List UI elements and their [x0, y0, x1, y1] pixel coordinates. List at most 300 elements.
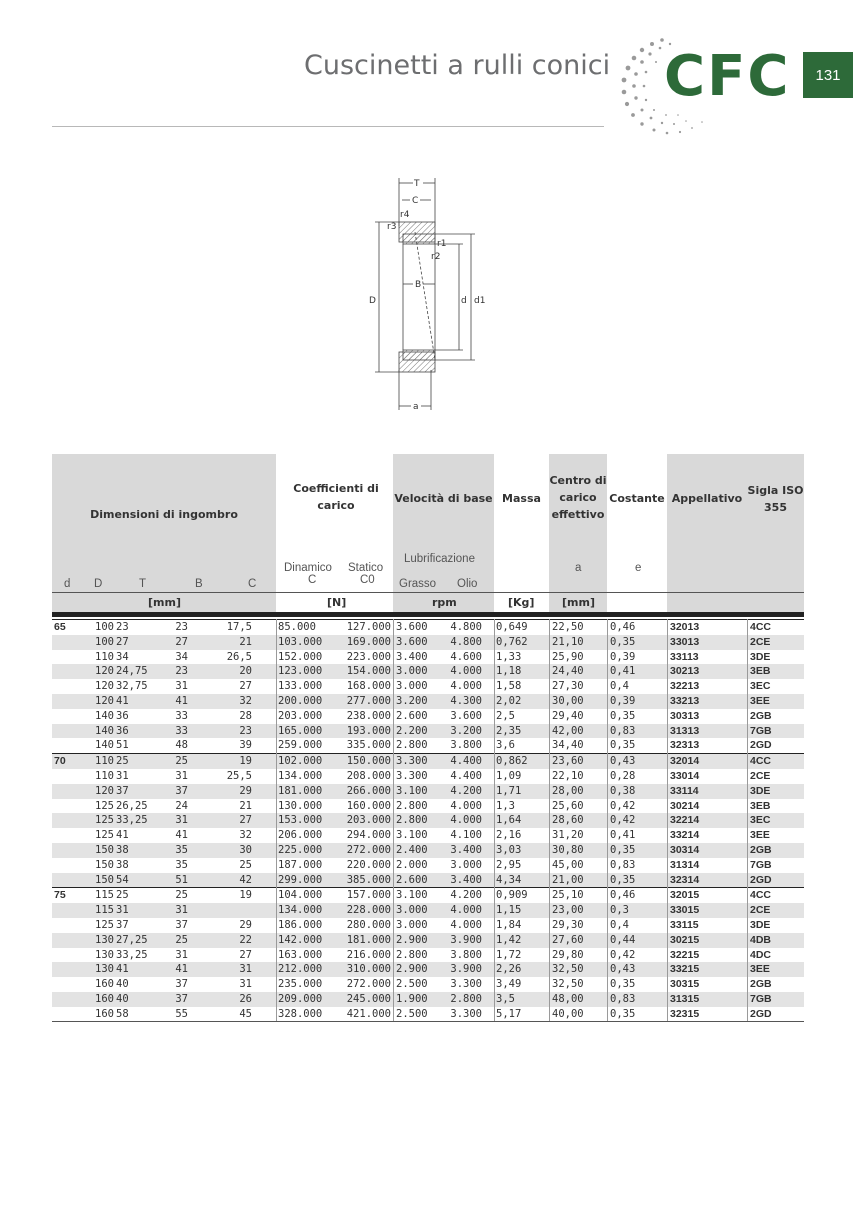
cell-m: 0,762	[496, 635, 528, 648]
cell-a: 22,10	[552, 769, 584, 782]
cell-B: 31	[175, 904, 188, 917]
cell-iso: 2CE	[750, 904, 771, 917]
cell-a: 25,90	[552, 650, 584, 663]
cell-app: 32213	[670, 680, 700, 693]
cell-g: 2.600	[396, 873, 428, 886]
cell-iso: 2GD	[750, 739, 772, 752]
cell-D: 125	[95, 799, 114, 812]
cell-C: 29	[239, 918, 252, 931]
cell-g: 3.100	[396, 889, 428, 902]
cell-B: 51	[175, 873, 188, 886]
cell-D: 130	[95, 948, 114, 961]
cell-app: 32013	[670, 621, 700, 633]
cell-T: 41	[116, 963, 129, 976]
cell-a: 29,80	[552, 948, 584, 961]
cell-o: 4.000	[450, 665, 482, 678]
cell-T: 34	[116, 650, 129, 663]
cell-C: 39	[239, 739, 252, 752]
cell-iso: 3EB	[750, 799, 771, 812]
cell-D: 100	[95, 621, 114, 633]
column-divider	[393, 619, 394, 1021]
cell-Cd: 235.000	[278, 978, 323, 991]
cell-Cs: 157.000	[346, 889, 391, 902]
cell-Cs: 223.000	[346, 650, 391, 663]
cell-g: 2.800	[396, 948, 428, 961]
cell-C: 42	[239, 873, 252, 886]
cell-Cd: 165.000	[278, 724, 323, 737]
cell-o: 4.300	[450, 694, 482, 707]
cell-Cs: 280.000	[346, 918, 391, 931]
cell-e: 0,35	[610, 635, 636, 648]
cell-e: 0,41	[610, 665, 636, 678]
cell-g: 1.900	[396, 992, 428, 1005]
cell-D: 160	[95, 992, 114, 1005]
cell-m: 1,15	[496, 904, 522, 917]
cell-g: 3.000	[396, 680, 428, 693]
cell-B: 48	[175, 739, 188, 752]
cell-C: 17,5	[226, 621, 252, 633]
cell-o: 3.300	[450, 1007, 482, 1020]
cell-m: 2,26	[496, 963, 522, 976]
cell-m: 1,58	[496, 680, 522, 693]
subheader-a: a	[575, 562, 582, 574]
cell-Cd: 163.000	[278, 948, 323, 961]
cell-C: 32	[239, 829, 252, 842]
subheader-d: d	[64, 578, 71, 590]
cell-a: 22,50	[552, 621, 584, 633]
subheader-dinamico-symbol: C	[308, 574, 317, 586]
cell-T: 51	[116, 739, 129, 752]
cell-C: 28	[239, 709, 252, 722]
cell-Cs: 160.000	[346, 799, 391, 812]
cell-Cs: 169.000	[346, 635, 391, 648]
cell-a: 27,30	[552, 680, 584, 693]
brand-logo	[612, 30, 802, 140]
cell-T: 40	[116, 992, 129, 1005]
cell-g: 2.800	[396, 814, 428, 827]
unit-kg: [Kg]	[508, 596, 535, 609]
cell-C: 45	[239, 1007, 252, 1020]
cell-iso: 2GD	[750, 1007, 772, 1020]
cell-m: 2,5	[496, 709, 515, 722]
cell-o: 4.000	[450, 680, 482, 693]
cell-iso: 7GB	[750, 858, 772, 871]
cell-D: 130	[95, 933, 114, 946]
cell-e: 0,4	[610, 918, 629, 931]
cell-T: 26,25	[116, 799, 148, 812]
cell-a: 45,00	[552, 858, 584, 871]
label-B: B	[415, 280, 422, 290]
cell-Cd: 209.000	[278, 992, 323, 1005]
cell-app: 33215	[670, 963, 700, 976]
cell-B: 23	[175, 621, 188, 633]
table-row	[52, 933, 804, 948]
cell-T: 23	[116, 621, 129, 633]
cell-Cs: 385.000	[346, 873, 391, 886]
cell-app: 33014	[670, 769, 700, 782]
cell-app: 33115	[670, 918, 699, 931]
cell-m: 3,49	[496, 978, 522, 991]
cell-Cd: 85.000	[278, 621, 316, 633]
table-row	[52, 650, 804, 665]
cell-m: 2,16	[496, 829, 522, 842]
cell-C: 23	[239, 724, 252, 737]
cell-d: 65	[54, 621, 66, 633]
cell-m: 1,18	[496, 665, 522, 678]
unit-N: [N]	[327, 596, 347, 609]
cell-T: 27,25	[116, 933, 148, 946]
table-row	[52, 918, 804, 933]
cell-T: 31	[116, 769, 129, 782]
cell-iso: 4DB	[750, 933, 772, 946]
cell-e: 0,42	[610, 948, 636, 961]
table-row	[52, 828, 804, 843]
cell-o: 3.800	[450, 739, 482, 752]
cell-iso: 2GB	[750, 709, 772, 722]
cell-C: 25,5	[226, 769, 252, 782]
cell-Cd: 299.000	[278, 873, 323, 886]
unit-mm: [mm]	[148, 596, 181, 609]
unit-mm-a: [mm]	[562, 596, 595, 609]
cell-app: 32313	[670, 739, 700, 752]
cell-app: 33113	[670, 650, 699, 663]
cell-m: 1,64	[496, 814, 522, 827]
cell-m: 0,909	[496, 889, 528, 902]
cell-T: 24,75	[116, 665, 148, 678]
cell-Cd: 152.000	[278, 650, 323, 663]
cell-o: 4.800	[450, 621, 482, 633]
cell-B: 55	[175, 1007, 188, 1020]
cell-a: 23,60	[552, 755, 584, 768]
cell-Cs: 127.000	[346, 621, 391, 633]
cell-o: 3.000	[450, 858, 482, 871]
cell-e: 0,44	[610, 933, 636, 946]
cell-app: 30313	[670, 709, 700, 722]
cell-B: 37	[175, 978, 188, 991]
cell-D: 115	[95, 904, 114, 917]
cell-app: 30314	[670, 843, 700, 856]
table-row	[52, 948, 804, 963]
header-velocita: Velocità di base	[394, 492, 493, 505]
cell-e: 0,83	[610, 992, 636, 1005]
cell-C: 31	[239, 978, 252, 991]
table-row	[52, 694, 804, 709]
cell-g: 3.100	[396, 829, 428, 842]
cell-g: 3.300	[396, 755, 428, 768]
cell-B: 33	[175, 724, 188, 737]
cell-Cs: 181.000	[346, 933, 391, 946]
table-row	[52, 813, 804, 828]
cell-iso: 2CE	[750, 769, 771, 782]
cell-iso: 4DC	[750, 948, 772, 961]
label-r4: r4	[400, 210, 410, 220]
cell-T: 58	[116, 1007, 129, 1020]
cell-Cd: 187.000	[278, 858, 323, 871]
header-bottom-bar	[52, 612, 804, 617]
cell-Cs: 421.000	[346, 1007, 391, 1020]
cell-Cd: 206.000	[278, 829, 323, 842]
subheader-statico-symbol: C0	[360, 574, 375, 586]
cell-C: 27	[239, 814, 252, 827]
cell-B: 25	[175, 889, 188, 902]
cell-D: 110	[95, 650, 114, 663]
cell-T: 25	[116, 755, 129, 768]
table-row	[52, 992, 804, 1007]
cell-T: 25	[116, 889, 129, 902]
cell-m: 2,02	[496, 694, 522, 707]
cell-Cs: 220.000	[346, 858, 391, 871]
cell-D: 125	[95, 918, 114, 931]
cell-D: 140	[95, 709, 114, 722]
cell-e: 0,41	[610, 829, 636, 842]
cell-Cs: 168.000	[346, 680, 391, 693]
cell-e: 0,35	[610, 739, 636, 752]
cell-e: 0,4	[610, 680, 629, 693]
cell-iso: 3DE	[750, 918, 771, 931]
cell-app: 32015	[670, 889, 700, 902]
cell-o: 3.400	[450, 873, 482, 886]
cell-m: 4,34	[496, 873, 522, 886]
cell-o: 3.800	[450, 948, 482, 961]
cell-e: 0,46	[610, 621, 636, 633]
cell-e: 0,46	[610, 889, 636, 902]
header-centro: Centro di carico effettivo	[549, 474, 607, 521]
cell-T: 54	[116, 873, 129, 886]
cell-a: 21,00	[552, 873, 584, 886]
column-divider	[494, 619, 495, 1021]
cell-Cs: 150.000	[346, 755, 391, 768]
cell-app: 32215	[670, 948, 700, 961]
table-row	[52, 784, 804, 799]
table-row	[52, 724, 804, 739]
cell-g: 2.000	[396, 858, 428, 871]
cell-Cd: 130.000	[278, 799, 323, 812]
cell-T: 32,75	[116, 680, 148, 693]
table-row	[52, 709, 804, 724]
cell-iso: 2CE	[750, 635, 771, 648]
cell-Cd: 203.000	[278, 709, 323, 722]
cell-m: 1,72	[496, 948, 522, 961]
table-row	[52, 903, 804, 918]
cell-iso: 4CC	[750, 889, 772, 902]
label-d: d	[461, 296, 467, 306]
cell-D: 100	[95, 635, 114, 648]
cell-app: 31315	[670, 992, 700, 1005]
cell-Cd: 104.000	[278, 889, 323, 902]
cell-g: 2.200	[396, 724, 428, 737]
cell-e: 0,43	[610, 755, 636, 768]
cell-D: 125	[95, 829, 114, 842]
cell-g: 2.800	[396, 799, 428, 812]
cell-e: 0,35	[610, 873, 636, 886]
cell-m: 1,42	[496, 933, 522, 946]
cell-T: 36	[116, 724, 129, 737]
cell-g: 2.500	[396, 1007, 428, 1020]
cell-iso: 2GB	[750, 978, 772, 991]
cell-e: 0,35	[610, 843, 636, 856]
cell-g: 3.200	[396, 694, 428, 707]
cell-a: 29,40	[552, 709, 584, 722]
cell-B: 41	[175, 829, 188, 842]
header-sigla: Sigla ISO 355	[747, 484, 804, 514]
label-r3: r3	[387, 222, 397, 232]
cell-iso: 2GD	[750, 873, 772, 886]
cell-D: 110	[95, 755, 114, 768]
cell-a: 42,00	[552, 724, 584, 737]
cell-o: 4.000	[450, 904, 482, 917]
label-T: T	[414, 179, 420, 189]
cell-Cd: 259.000	[278, 739, 323, 752]
cell-e: 0,35	[610, 709, 636, 722]
cell-a: 30,00	[552, 694, 584, 707]
table-row	[52, 635, 804, 650]
cell-iso: 3EB	[750, 665, 771, 678]
header-dimensioni: Dimensioni di ingombro	[90, 508, 238, 521]
cell-app: 33213	[670, 694, 700, 707]
cell-app: 32014	[670, 755, 700, 768]
cell-B: 25	[175, 933, 188, 946]
cell-a: 31,20	[552, 829, 584, 842]
cell-g: 2.600	[396, 709, 428, 722]
cell-T: 38	[116, 843, 129, 856]
cell-Cs: 266.000	[346, 784, 391, 797]
cell-D: 160	[95, 1007, 114, 1020]
cell-app: 30213	[670, 665, 700, 678]
cell-iso: 3EC	[750, 680, 771, 693]
header-costante: Costante	[609, 492, 665, 505]
cell-app: 31313	[670, 724, 700, 737]
cell-Cs: 272.000	[346, 843, 391, 856]
cell-C: 22	[239, 933, 252, 946]
cell-iso: 3DE	[750, 650, 771, 663]
cell-D: 160	[95, 978, 114, 991]
cell-Cd: 200.000	[278, 694, 323, 707]
cell-D: 120	[95, 694, 114, 707]
cell-B: 23	[175, 665, 188, 678]
cell-iso: 3EE	[750, 963, 770, 976]
table-row	[52, 977, 804, 992]
cell-a: 48,00	[552, 992, 584, 1005]
cell-app: 30215	[670, 933, 700, 946]
subheader-lubrificazione: Lubrificazione	[404, 553, 475, 565]
cell-g: 2.500	[396, 978, 428, 991]
cell-o: 4.200	[450, 784, 482, 797]
cell-B: 33	[175, 709, 188, 722]
subheader-B: B	[195, 578, 203, 590]
subheader-statico: Statico	[348, 562, 384, 574]
cell-T: 37	[116, 784, 129, 797]
cell-a: 40,00	[552, 1007, 584, 1020]
cell-a: 30,80	[552, 843, 584, 856]
cell-m: 2,35	[496, 724, 522, 737]
cell-m: 1,33	[496, 650, 522, 663]
cell-Cs: 310.000	[346, 963, 391, 976]
cell-Cs: 154.000	[346, 665, 391, 678]
cell-D: 140	[95, 739, 114, 752]
table-row	[52, 873, 804, 888]
cell-Cd: 186.000	[278, 918, 323, 931]
header-massa: Massa	[502, 492, 541, 505]
header-appellativo: Appellativo	[671, 492, 743, 505]
column-divider	[607, 619, 608, 1021]
cell-o: 4.000	[450, 799, 482, 812]
cell-g: 3.000	[396, 904, 428, 917]
cell-e: 0,43	[610, 963, 636, 976]
cell-Cd: 212.000	[278, 963, 323, 976]
cell-iso: 3EE	[750, 829, 770, 842]
cell-D: 120	[95, 680, 114, 693]
cell-T: 36	[116, 709, 129, 722]
cell-Cd: 133.000	[278, 680, 323, 693]
cell-app: 32214	[670, 814, 700, 827]
cell-e: 0,38	[610, 784, 636, 797]
cell-T: 33,25	[116, 814, 148, 827]
cell-e: 0,28	[610, 769, 636, 782]
cell-o: 3.400	[450, 843, 482, 856]
cell-m: 0,649	[496, 621, 528, 633]
cell-Cs: 294.000	[346, 829, 391, 842]
column-divider	[667, 619, 668, 1021]
cell-B: 41	[175, 694, 188, 707]
cell-T: 27	[116, 635, 129, 648]
cell-T: 33,25	[116, 948, 148, 961]
cell-Cd: 123.000	[278, 665, 323, 678]
cell-a: 29,30	[552, 918, 584, 931]
label-r2: r2	[431, 252, 441, 262]
cell-Cd: 103.000	[278, 635, 323, 648]
cell-g: 3.100	[396, 784, 428, 797]
cell-Cs: 193.000	[346, 724, 391, 737]
cell-C: 27	[239, 680, 252, 693]
cell-Cs: 245.000	[346, 992, 391, 1005]
cell-a: 28,00	[552, 784, 584, 797]
cell-iso: 3DE	[750, 784, 771, 797]
cell-o: 4.100	[450, 829, 482, 842]
cell-B: 41	[175, 963, 188, 976]
cell-C: 26	[239, 992, 252, 1005]
cell-e: 0,83	[610, 724, 636, 737]
cell-a: 32,50	[552, 963, 584, 976]
subheader-olio: Olio	[457, 578, 478, 590]
table-row	[52, 679, 804, 694]
cell-e: 0,35	[610, 978, 636, 991]
table-body	[52, 619, 804, 1022]
table-row	[52, 887, 804, 903]
table-row	[52, 962, 804, 977]
cell-C: 30	[239, 843, 252, 856]
cell-D: 150	[95, 843, 114, 856]
subheader-grasso: Grasso	[399, 578, 437, 590]
cell-o: 4.400	[450, 769, 482, 782]
cell-iso: 2GB	[750, 843, 772, 856]
subheader-D: D	[94, 578, 103, 590]
cell-T: 38	[116, 858, 129, 871]
cell-g: 2.900	[396, 933, 428, 946]
cell-o: 4.200	[450, 889, 482, 902]
cell-m: 1,3	[496, 799, 515, 812]
cell-o: 3.900	[450, 933, 482, 946]
cell-D: 115	[95, 889, 114, 902]
cell-T: 37	[116, 918, 129, 931]
header-divider	[52, 592, 804, 593]
cell-o: 3.200	[450, 724, 482, 737]
cell-m: 1,84	[496, 918, 522, 931]
cell-app: 31314	[670, 858, 700, 871]
label-C: C	[412, 196, 419, 206]
cell-o: 3.600	[450, 709, 482, 722]
cell-iso: 7GB	[750, 724, 772, 737]
cell-o: 4.800	[450, 635, 482, 648]
